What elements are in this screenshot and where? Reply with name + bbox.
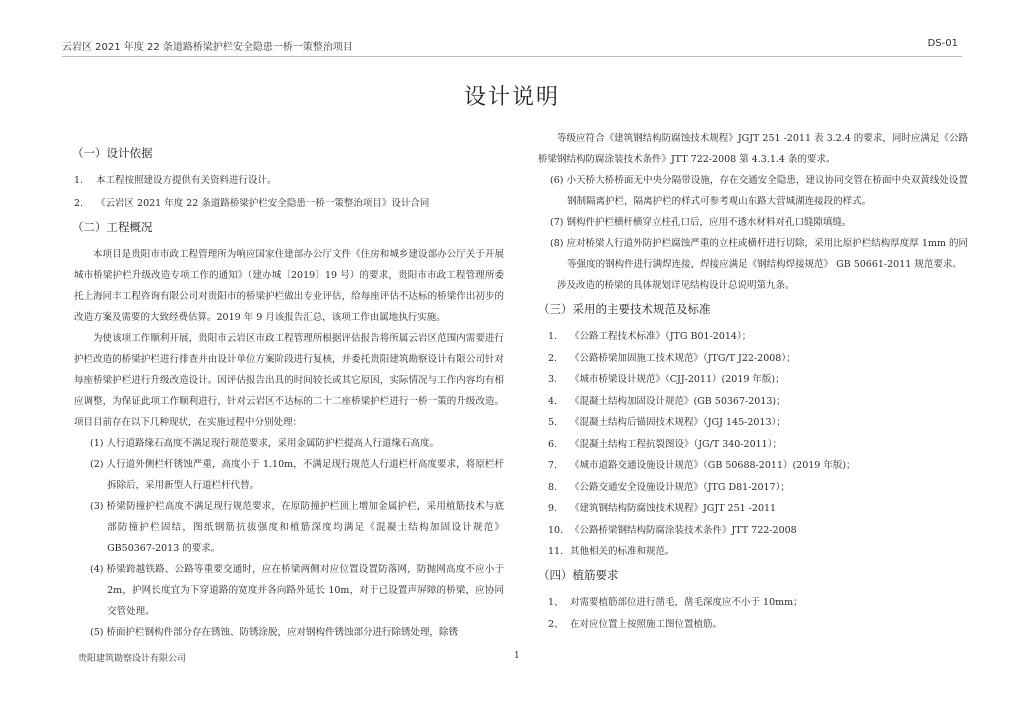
condition-item-7: (7) 钢构件护栏横杆横穿立柱孔口后，应用不透水材料对孔口缝隙填缝。 xyxy=(550,217,852,228)
section-1-item: 1. 本工程按照建设方提供有关资料进行设计。 xyxy=(74,175,277,186)
standard-item: 5. 《混凝土结构后锚固技术规程》（JGJ 145-2013）； xyxy=(548,417,786,428)
standard-item: 8. 《公路交通安全设施设计规范》（JTG D81-2017）； xyxy=(548,481,790,493)
condition-item-2: (2) 人行道外侧栏杆锈蚀严重，高度小于 1.10m，不满足现行规范人行道栏杆高度要求，将原栏杆拆除后，采用新型人行道栏杆代替。 xyxy=(90,459,504,491)
section-1-item: 2. 《云岩区 2021 年度 22 条道路桥梁护栏安全隐患一桥一策整治项目》设计合同 xyxy=(74,198,430,209)
section-3-heading: （三）采用的主要技术规范及标准 xyxy=(538,302,711,316)
standard-item: 7. 《城市道路交通设施设计规范》（GB 50688-2011）(2019 年版)； xyxy=(548,460,856,471)
section-2-heading: （二）工程概况 xyxy=(72,220,153,234)
overview-note: 涉及改造的桥梁的具体规划详见结构设计总说明第九条。 xyxy=(557,280,795,291)
rebar-item: 1、 对需要植筋部位进行凿毛，凿毛深度应不小于 10mm； xyxy=(548,597,803,608)
left-column xyxy=(74,140,504,643)
header-divider xyxy=(62,56,962,57)
condition-item-1: (1) 人行道路缘石高度不满足现行规范要求，采用金属防护栏提高人行道缘石高度。 xyxy=(90,438,439,449)
condition-item-5: (5) 桥面护栏钢构件部分存在锈蚀、防锈涂脱，应对钢构件锈蚀部分进行除锈处理，除锈 xyxy=(90,627,458,638)
section-4-heading: （四）植筋要求 xyxy=(538,568,619,582)
page-title: 设计说明 xyxy=(463,85,560,110)
standard-item: 1. 《公路工程技术标准》（JTG B01-2014）； xyxy=(548,331,752,342)
header-project-title: 云岩区 2021 年度 22 条道路桥梁护栏安全隐患一桥一策整治项目 xyxy=(62,42,353,53)
standard-item: 2. 《公路桥梁加固施工技术规范》（JTG/T J22-2008）； xyxy=(548,352,796,364)
standard-item: 3. 《城市桥梁设计规范》（CJJ-2011）(2019 年版)； xyxy=(548,374,785,385)
standard-item: 11. 其他相关的标准和规范。 xyxy=(548,546,675,557)
standard-item: 10. 《公路桥梁钢结构防腐涂装技术条件》JTT 722-2008 xyxy=(548,524,797,536)
standard-item: 4. 《混凝土结构加固设计规范》(GB 50367-2013)； xyxy=(548,395,786,407)
standard-item: 9. 《建筑钢结构防腐蚀技术规程》JGJT 251 -2011 xyxy=(548,503,777,514)
right-column xyxy=(538,128,968,635)
rebar-item: 2、 在对应位置上按照施工图位置植筋。 xyxy=(548,618,723,630)
standard-item: 6. 《混凝土结构工程抗裂图设》（JG/T 340-2011）； xyxy=(548,438,782,450)
page-number: 1 xyxy=(514,651,520,661)
footer-company: 贵阳建筑勘察设计有限公司 xyxy=(78,654,187,664)
overview-paragraph-1: 本项目是贵阳市市政工程管理所为响应国家住建部办公厅文件《住房和城乡建设部办公厅关于开展城市桥梁护栏升级改造专项工作的通知》（建办城〔2019〕19 号）的要求，贵阳市市政工程管理所委托上海同丰工程咨询有限公司对贵阳市的桥梁护栏做出专业评估，给每座评估不达标的桥梁作出初步的改造方案及需要的大致经费估算。2019 年 9 月该报告汇总，该项工作由属地执行实施。 xyxy=(74,249,504,323)
section-1-heading: （一）设计依据 xyxy=(72,146,153,160)
overview-paragraph-2: 为使该项工作顺利开展，贵阳市云岩区市政工程管理所根据评估报告将所属云岩区范围内需要进行护栏改造的桥梁护栏进行排查并由设计单位方案阶段进行复核，并委托贵阳建筑勘察设计有限公司针对每座桥梁护栏进行升级改造设计。因评估报告出具的时间较长或其它原因，实际情况与工作内容均有相应调整，为保证此项工作顺利进行，针对云岩区不达标的二十二座桥梁护栏进行一桥一策的升级改造。项目目前存在以下几种现状，在实施过程中分别处理： xyxy=(74,333,504,428)
condition-item-6: (6) 小天桥大桥桥面无中央分隔带设施，存在交通安全隐患，建议协同交管在桥面中央双黄线处设置钢制隔离护栏，隔离护栏的样式可参考观山东路大营城湖连接段的样式。 xyxy=(550,175,968,207)
condition-item-4: (4) 桥梁跨越铁路、公路等重要交通时，应在桥梁两侧对应位置设置防落网，防抛网高度不应小于 2m，护网长度宜为下穿道路的宽度并各向路外延长 10m，对于已设置声屏障的桥梁，应协同交管处理。 xyxy=(90,564,504,617)
condition-item-8: (8) 应对桥梁人行道外防护栏腐蚀严重的立柱或横杆进行切除，采用比原护栏结构厚度厚 1mm 的同等强度的钢构件进行满焊连接，焊接应满足《钢结构焊接规范》 GB 50661-2011 规范要求。 xyxy=(550,238,968,270)
condition-item-5-continuation: 等级应符合《建筑钢结构防腐蚀技术规程》JGJT 251 -2011 表 3.2.4 的要求，同时应满足《公路桥梁钢结构防腐涂装技术条件》JTT 722-2008 第 4.3.1.4 条的要求。 xyxy=(538,133,968,165)
condition-item-3: (3) 桥梁防撞护栏高度不满足现行规范要求，在原防撞护栏顶上增加金属护栏，采用植筋技术与底部防撞护栏固结，图纸钢筋抗拔强度和植筋深度均满足《混凝土结构加固设计规范》GB50367-2013 的要求。 xyxy=(90,501,504,554)
header-drawing-code: DS-01 xyxy=(927,38,958,49)
